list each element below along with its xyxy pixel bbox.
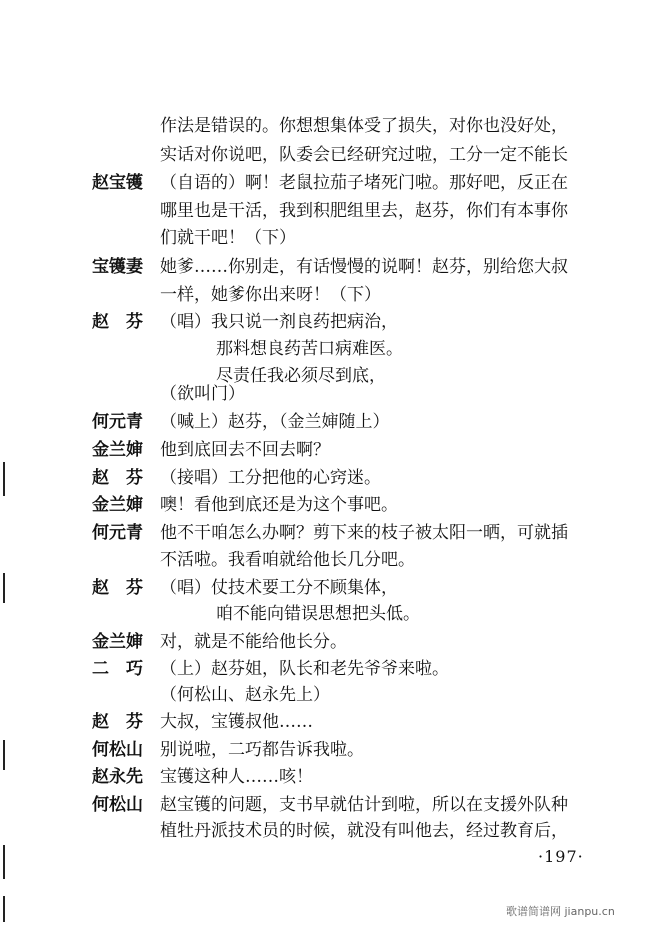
dialogue-text: （喊上）赵芬，（金兰婶随上）: [160, 412, 390, 432]
dialogue-text: 她爹……你别走，有话慢慢的说啊！赵芬，别给您大叔: [160, 257, 568, 277]
dialogue-text: 那料想良药苦口病难医。: [216, 339, 403, 359]
speaker-name: 何元青: [92, 523, 143, 543]
speaker-name: 何松山: [92, 740, 143, 760]
dialogue-text: 对，就是不能给他长分。: [160, 632, 347, 652]
dialogue-text: 噢！看他到底还是为这个事吧。: [160, 495, 398, 515]
dialogue-text: （自语的）啊！老鼠拉茄子堵死门啦。那好吧，反正在: [160, 173, 568, 193]
scan-edge-mark: [3, 462, 5, 496]
speaker-name: 赵永先: [92, 767, 143, 787]
dialogue-text: 植牡丹派技术员的时候，就没有叫他去，经过教育后，: [160, 821, 568, 841]
dialogue-text: 不活啦。我看咱就给他长几分吧。: [160, 550, 415, 570]
speaker-name: 金兰婶: [92, 440, 143, 460]
script-line: [0, 709, 655, 735]
speaker-name: 赵宝镬: [92, 173, 143, 193]
script-line: [0, 818, 655, 844]
script-line: [0, 465, 655, 491]
script-line: [0, 113, 655, 139]
script-line: [0, 575, 655, 601]
script-line: [0, 656, 655, 682]
dialogue-text: （唱）我只说一剂良药把病治，: [160, 312, 398, 332]
script-line: [0, 492, 655, 518]
dialogue-text: 作法是错误的。你想想集体受了损失，对你也没好处，: [160, 116, 568, 136]
scan-edge-mark: [3, 573, 5, 603]
script-line: [0, 792, 655, 818]
watermark: 歌谱简谱网 jianpu.cn: [506, 905, 615, 918]
dialogue-text: 别说啦，二巧都告诉我啦。: [160, 740, 364, 760]
dialogue-text: （接唱）工分把他的心窍迷。: [160, 468, 381, 488]
script-line: [0, 629, 655, 655]
dialogue-text: （唱）仗技术要工分不顾集体，: [160, 578, 398, 598]
speaker-name: 赵 芬: [92, 468, 143, 488]
script-line: [0, 737, 655, 763]
script-line: [0, 601, 655, 627]
dialogue-text: 咱不能向错误思想把头低。: [216, 604, 420, 624]
speaker-name: 金兰婶: [92, 632, 143, 652]
script-line: [0, 381, 655, 407]
scan-edge-mark: [3, 845, 5, 879]
dialogue-text: 他不干咱怎么办啊？剪下来的枝子被太阳一晒，可就插: [160, 523, 568, 543]
script-line: [0, 309, 655, 335]
page-number: ·197·: [538, 847, 584, 866]
speaker-name: 何松山: [92, 795, 143, 815]
script-line: [0, 547, 655, 573]
scan-edge-mark: [3, 740, 5, 770]
dialogue-text: 哪里也是干活，我到积肥组里去，赵芬，你们有本事你: [160, 201, 568, 221]
script-line: [0, 764, 655, 790]
script-line: [0, 336, 655, 362]
script-line: [0, 437, 655, 463]
speaker-name: 金兰婶: [92, 495, 143, 515]
dialogue-text: （欲叫门）: [160, 384, 245, 404]
dialogue-text: （上）赵芬姐，队长和老先爷爷来啦。: [160, 659, 449, 679]
script-line: [0, 198, 655, 224]
dialogue-text: 实话对你说吧，队委会已经研究过啦，工分一定不能长: [160, 145, 568, 165]
speaker-name: 宝镬妻: [92, 257, 143, 277]
script-line: [0, 142, 655, 168]
dialogue-text: 一样，她爹你出来呀！（下）: [160, 285, 381, 305]
speaker-name: 赵 芬: [92, 312, 143, 332]
script-line: [0, 520, 655, 546]
script-line: [0, 225, 655, 251]
scan-edge-mark: [3, 896, 5, 922]
dialogue-text: 他到底回去不回去啊？: [160, 440, 330, 460]
script-line: [0, 282, 655, 308]
dialogue-text: 宝镬这种人……咳！: [160, 767, 313, 787]
script-line: [0, 254, 655, 280]
script-line: [0, 409, 655, 435]
dialogue-text: 们就干吧！（下）: [160, 228, 296, 248]
dialogue-text: 尽责任我必须尽到底，: [216, 366, 386, 386]
script-line: [0, 682, 655, 708]
script-line: [0, 170, 655, 196]
speaker-name: 二 巧: [92, 659, 143, 679]
dialogue-text: 大叔，宝镬叔他……: [160, 712, 313, 732]
speaker-name: 赵 芬: [92, 712, 143, 732]
dialogue-text: 赵宝镬的问题，支书早就估计到啦，所以在支援外队种: [160, 795, 568, 815]
dialogue-text: （何松山、赵永先上）: [160, 685, 330, 705]
speaker-name: 何元青: [92, 412, 143, 432]
speaker-name: 赵 芬: [92, 578, 143, 598]
